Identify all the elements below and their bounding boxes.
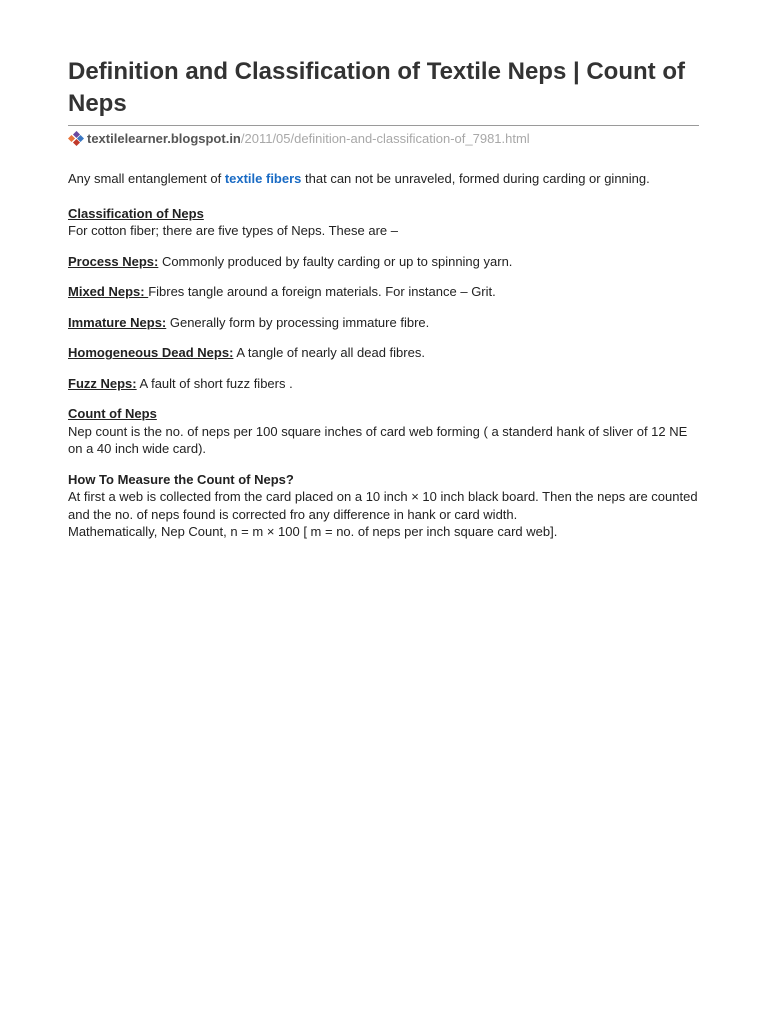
nep-type-item (68, 375, 698, 393)
nep-type-label: Fuzz Neps: (68, 375, 137, 391)
nep-type-label: Process Neps: (68, 253, 159, 269)
page-title: Definition and Classification of Textile Neps | Count of Neps (68, 58, 685, 117)
measure-heading: How To Measure the Count of Neps? (68, 471, 294, 487)
count-heading: Count of Neps (68, 406, 157, 421)
nep-type-text: Commonly produced by faulty carding or up to spinning yarn. (158, 253, 513, 269)
measure-formula: Mathematically, Nep Count, n = m × 100 [ m = no. of neps per inch square card web]. (68, 524, 558, 539)
classification-text: For cotton fiber; there are five types of Neps. These are – (68, 223, 398, 238)
nep-type-label: Homogeneous Dead Neps: (68, 345, 234, 360)
nep-type-label: Mixed Neps: (68, 284, 149, 299)
title-divider (68, 125, 699, 126)
measure-section (68, 471, 698, 541)
nep-type-text: Fibres tangle around a foreign materials. For instance – Grit. (148, 284, 496, 299)
source-path-link[interactable]: /2011/05/definition-and-classification-of_7981.html (240, 131, 530, 146)
nep-type-item (68, 253, 698, 271)
source-domain-link[interactable]: textilelearner.blogspot.in (87, 131, 241, 146)
nep-type-item (68, 283, 698, 301)
classification-heading: Classification of Neps (68, 205, 204, 221)
intro-text-before: Any small entanglement of (68, 171, 225, 186)
classification-section (68, 205, 698, 240)
nep-type-item (68, 314, 698, 332)
textile-fibers-link[interactable]: textile fibers (224, 171, 302, 186)
count-section (68, 405, 698, 458)
measure-text: At first a web is collected from the card placed on a 10 inch × 10 inch black board. Then the neps are counted and the no. of neps found is corrected fro any difference in hank or card width. (68, 489, 698, 522)
count-text: Nep count is the no. of neps per 100 square inches of card web forming ( a standerd hank of sliver of 12 NE on a 40 inch wide card). (68, 423, 688, 456)
article-body (68, 170, 698, 541)
blogger-favicon-icon (68, 131, 84, 147)
nep-type-text: A tangle of nearly all dead fibres. (233, 345, 425, 360)
intro-paragraph (68, 170, 698, 188)
nep-type-label: Immature Neps: (68, 314, 167, 330)
nep-type-text: A fault of short fuzz fibers . (136, 375, 293, 391)
nep-type-item (68, 344, 698, 362)
intro-text-after: that can not be unraveled, formed during carding or ginning. (301, 171, 650, 186)
source-line (68, 131, 530, 147)
nep-type-text: Generally form by processing immature fibre. (166, 314, 430, 330)
